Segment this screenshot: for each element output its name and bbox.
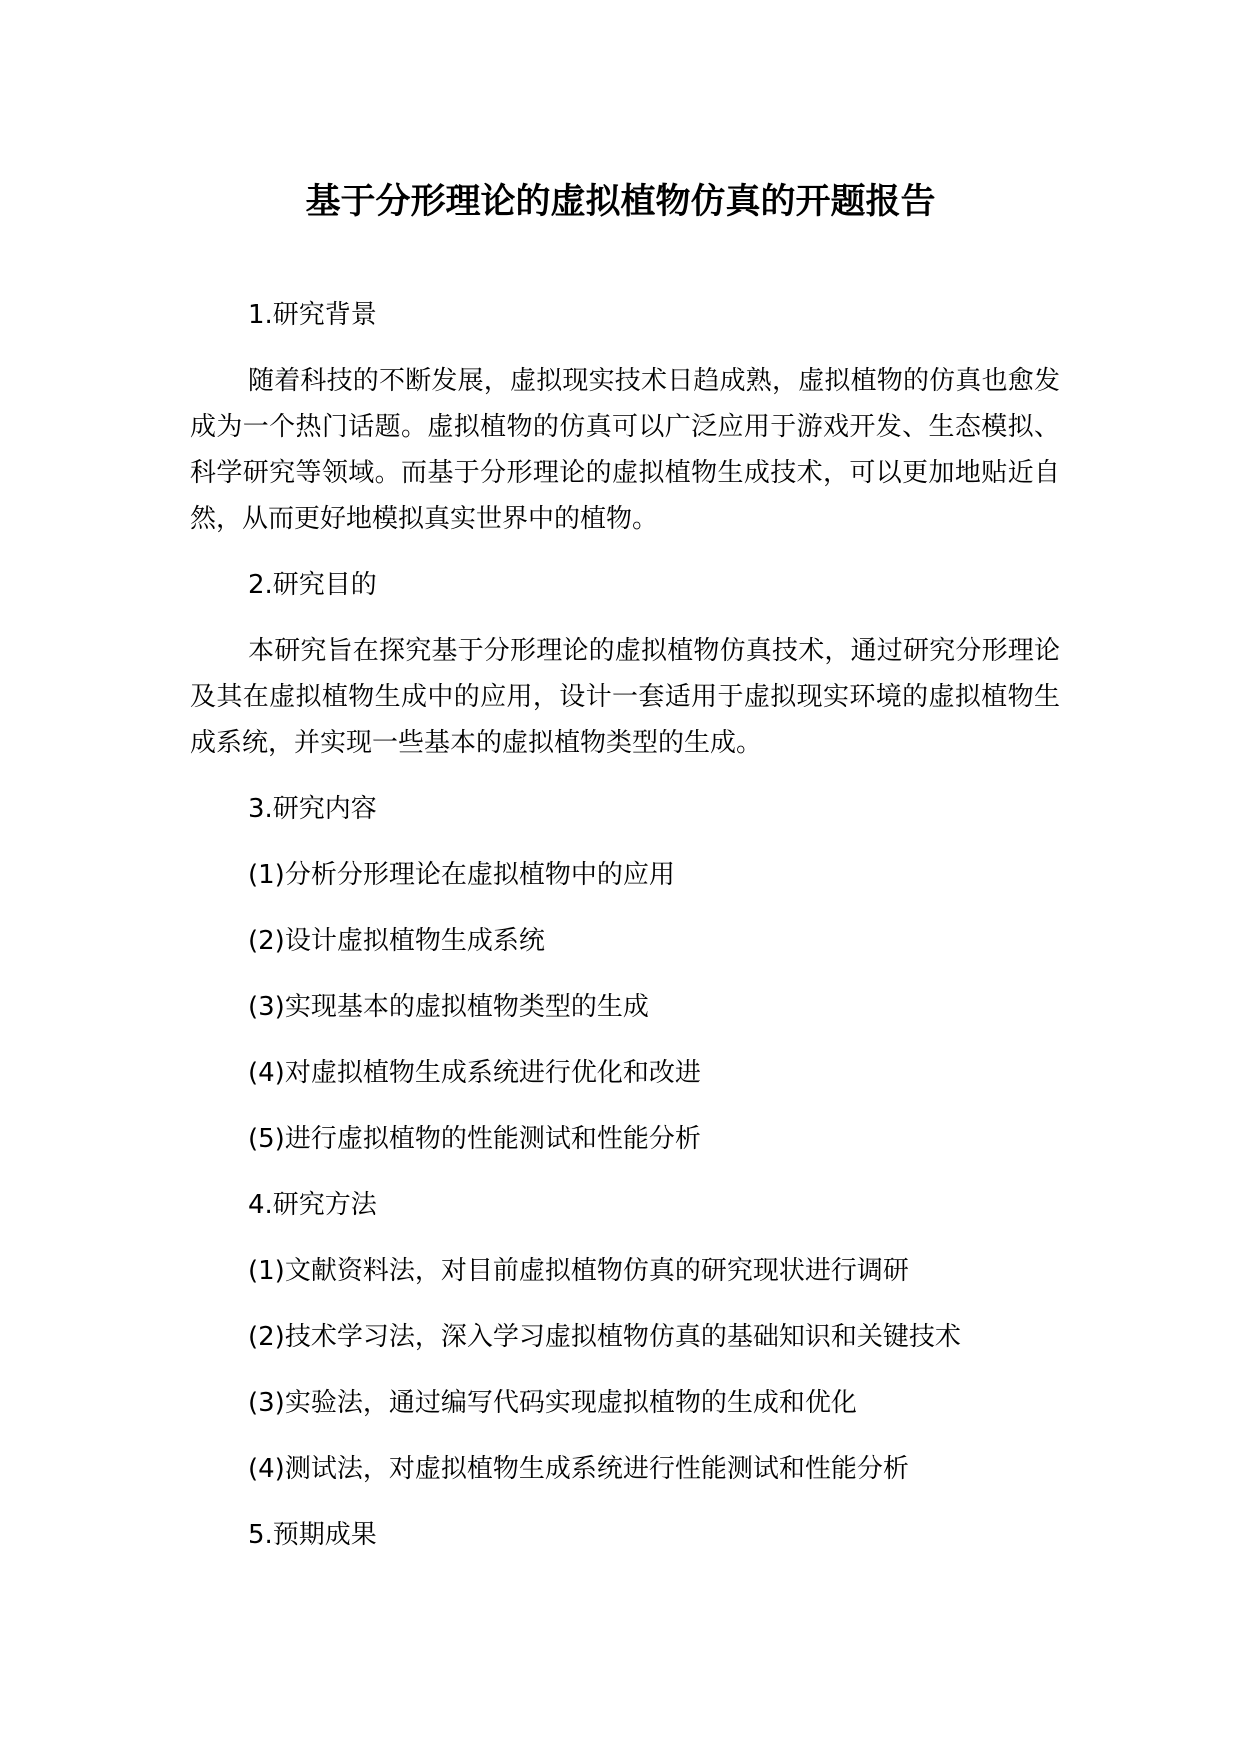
section-heading-content: 3.研究内容	[248, 794, 377, 824]
list-item-method-2: (2)技术学习法，深入学习虚拟植物仿真的基础知识和关键技术	[248, 1322, 961, 1352]
paragraph-background: 随着科技的不断发展，虚拟现实技术日趋成熟，虚拟植物的仿真也愈发成为一个热门话题。虚拟植物的仿真可以广泛应用于游戏开发、生态模拟、科学研究等领域。而基于分形理论的虚拟植物生成技术，可以更加地贴近自然，从而更好地模拟真实世界中的植物。	[190, 366, 1060, 534]
section-heading-method: 4.研究方法	[248, 1190, 377, 1220]
list-item-method-1: (1)文献资料法，对目前虚拟植物仿真的研究现状进行调研	[248, 1256, 909, 1286]
list-item-content-3: (3)实现基本的虚拟植物类型的生成	[248, 992, 649, 1022]
list-item-method-4: (4)测试法，对虚拟植物生成系统进行性能测试和性能分析	[248, 1454, 909, 1484]
section-heading-purpose: 2.研究目的	[248, 570, 377, 600]
list-item-content-4: (4)对虚拟植物生成系统进行优化和改进	[248, 1058, 701, 1088]
section-heading-background: 1.研究背景	[248, 300, 377, 330]
document-title: 基于分形理论的虚拟植物仿真的开题报告	[305, 182, 936, 222]
list-item-content-1: (1)分析分形理论在虚拟植物中的应用	[248, 860, 675, 890]
list-item-content-5: (5)进行虚拟植物的性能测试和性能分析	[248, 1124, 701, 1154]
list-item-method-3: (3)实验法，通过编写代码实现虚拟植物的生成和优化	[248, 1388, 857, 1418]
section-heading-expected-results: 5.预期成果	[248, 1520, 377, 1550]
list-item-content-2: (2)设计虚拟植物生成系统	[248, 926, 545, 956]
paragraph-purpose: 本研究旨在探究基于分形理论的虚拟植物仿真技术，通过研究分形理论及其在虚拟植物生成中的应用，设计一套适用于虚拟现实环境的虚拟植物生成系统，并实现一些基本的虚拟植物类型的生成。	[190, 636, 1060, 758]
document-body	[190, 292, 1060, 1578]
